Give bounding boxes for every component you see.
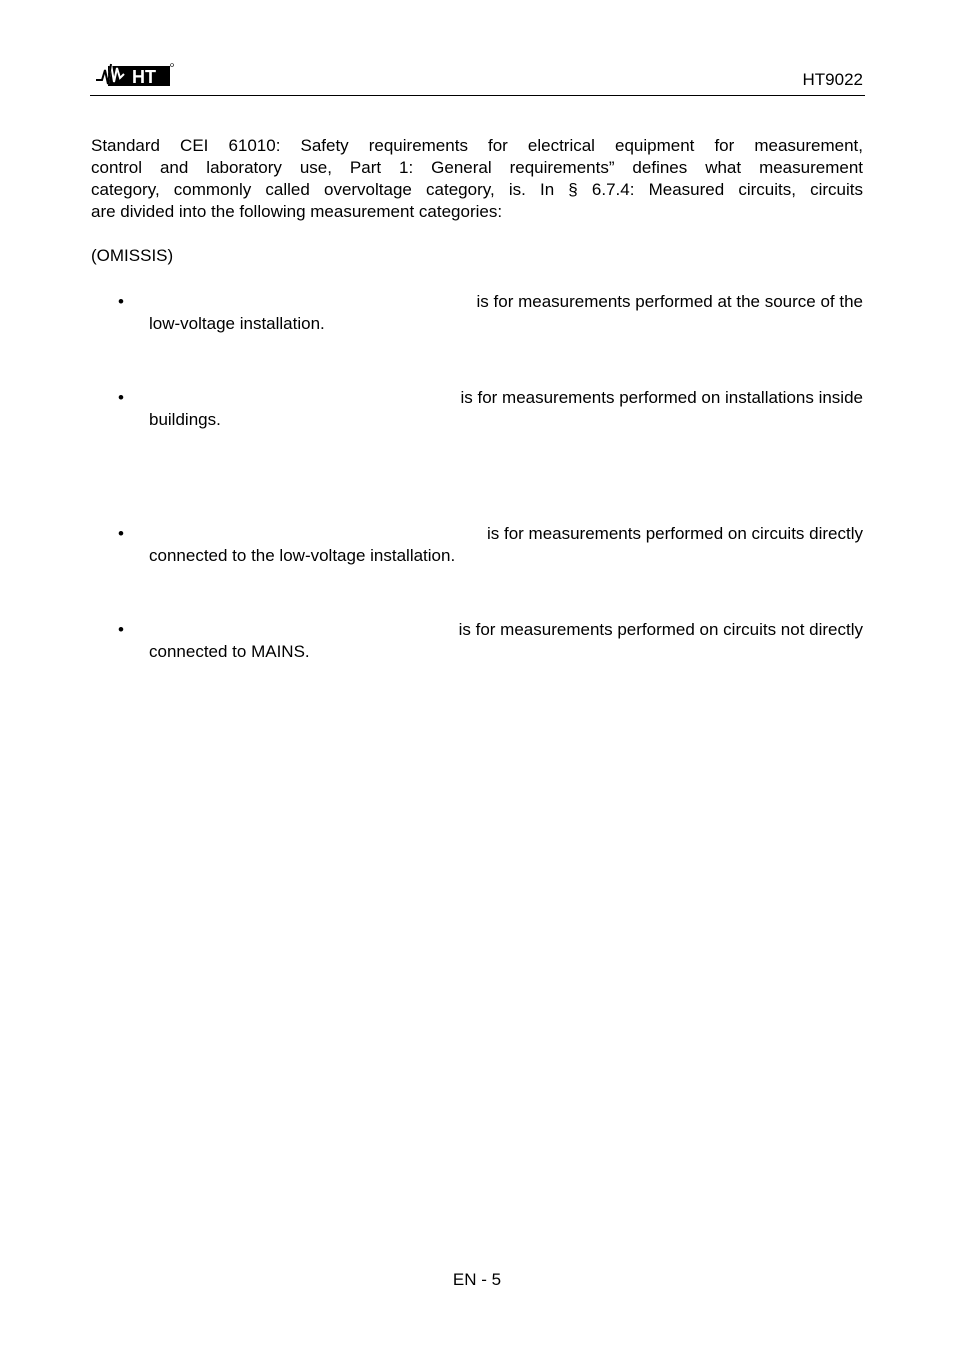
intro-line: category, commonly called overvoltage category, is. In § 6.7.4: Measured circuits, circuits [91, 180, 863, 199]
category-description-cont: connected to MAINS. [149, 642, 310, 661]
category-description-cont: connected to the low-voltage installation. [149, 546, 456, 565]
category-item [149, 387, 863, 431]
bullet-icon: • [118, 292, 124, 311]
category-description: is for measurements performed on circuits not directly [458, 620, 863, 639]
bullet-icon: • [118, 524, 124, 543]
category-description: is for measurements performed on installations inside [460, 388, 863, 407]
category-item [149, 523, 863, 567]
page-number: EN - 5 [452, 1270, 502, 1289]
intro-line: are divided into the following measurement categories: [91, 202, 503, 221]
category-description: is for measurements performed on circuits directly [486, 524, 863, 543]
category-item [149, 619, 863, 663]
document-code: HT9022 [802, 70, 863, 89]
page-header [90, 58, 865, 96]
bullet-icon: • [118, 388, 124, 407]
category-description-cont: buildings. [149, 410, 221, 429]
ht-logo-icon [94, 60, 174, 88]
omissis-note: (OMISSIS) [91, 246, 174, 265]
svg-text:HT: HT [132, 67, 156, 87]
category-item [149, 291, 863, 335]
intro-paragraph [91, 135, 863, 223]
bullet-icon: • [118, 620, 124, 639]
intro-line: control and laboratory use, Part 1: General requirements” defines what measurement [91, 158, 863, 177]
category-description-cont: low-voltage installation. [149, 314, 325, 333]
intro-line: Standard CEI 61010: Safety requirements for electrical equipment for measurement, [91, 136, 863, 155]
category-description: is for measurements performed at the source of the [476, 292, 863, 311]
